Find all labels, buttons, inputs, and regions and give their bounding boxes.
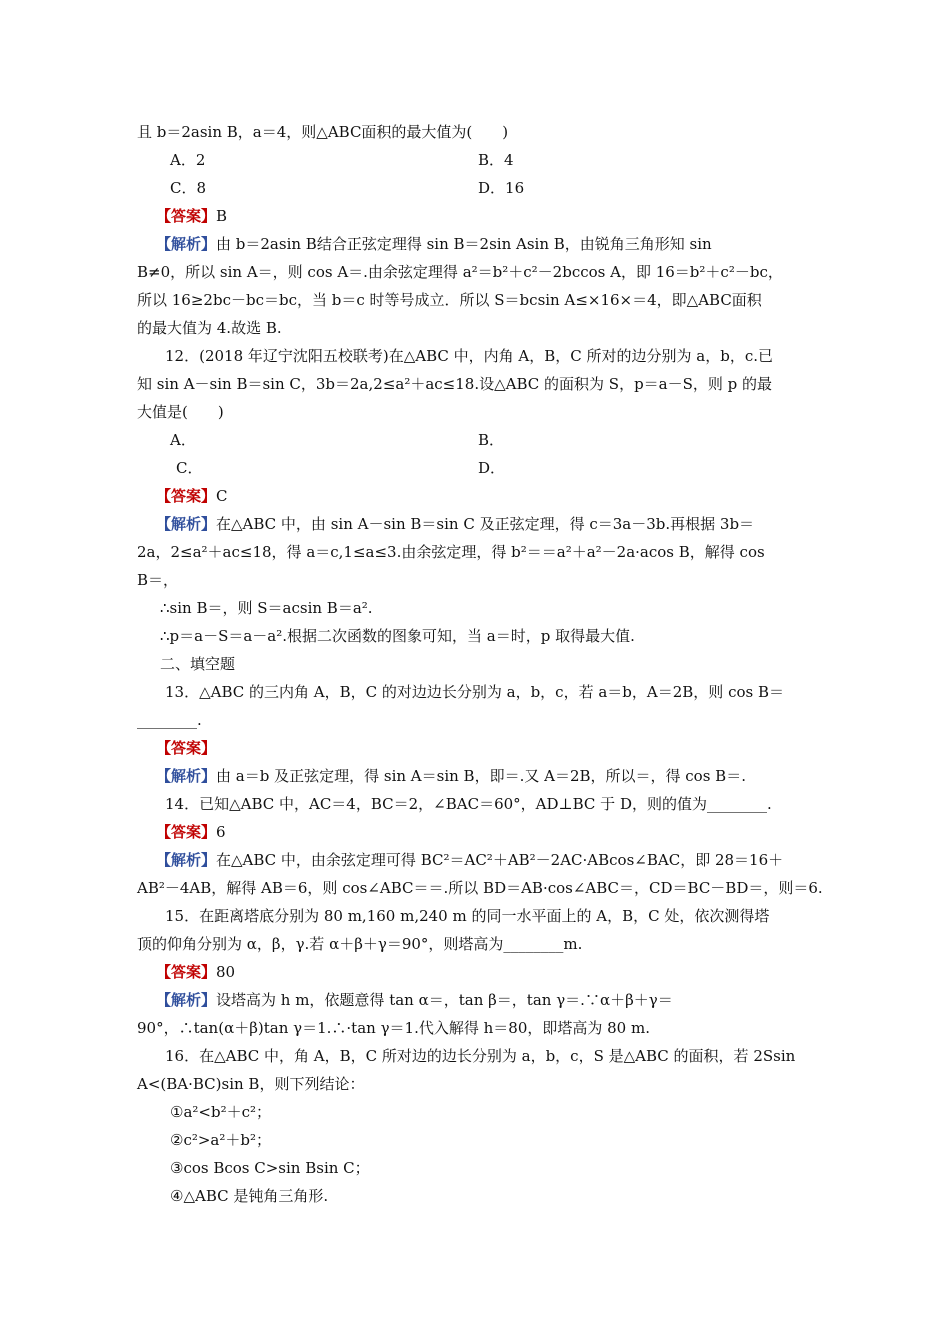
text-line: 的最大值为 4.故选 B.	[137, 319, 282, 337]
option-c: C．	[176, 459, 203, 477]
text-line: ________.	[137, 711, 202, 729]
answer-text: 6	[216, 823, 226, 841]
section-heading: 二、填空题	[160, 655, 236, 673]
text-line: ∴sin B＝，则 S＝acsin B＝a².	[160, 599, 373, 617]
option-b: B．	[478, 431, 505, 449]
question-13: 13．△ABC 的三内角 A，B，C 的对边边长分别为 a，b，c，若 a＝b，A＝2B，则 cos B＝	[165, 683, 784, 701]
text-line: ∴p＝a－S＝a－a².根据二次函数的图象可知，当 a＝时，p 取得最大值.	[160, 627, 635, 645]
question-15: 15．在距离塔底分别为 80 m,160 m,240 m 的同一水平面上的 A，B，C 处，依次测得塔	[165, 907, 770, 925]
text-line: AB²－4AB，解得 AB＝6，则 cos∠ABC＝＝.所以 BD＝AB·cos∠ABC＝，CD＝BC－BD＝，则＝6.	[137, 879, 823, 897]
text-line: 90°，∴tan(α＋β)tan γ＝1.∴·tan γ＝1.代入解得 h＝80，即塔高为 80 m.	[137, 1019, 650, 1037]
answer-line	[156, 486, 228, 506]
answer-line	[156, 206, 227, 226]
analysis-line	[156, 766, 746, 786]
conclusion-2: ②c²>a²＋b²；	[170, 1131, 272, 1149]
analysis-text: 在△ABC 中，由余弦定理可得 BC²＝AC²＋AB²－2AC·ABcos∠BAC，即 28＝16＋	[216, 851, 784, 869]
answer-text: B	[216, 207, 228, 225]
analysis-text: 在△ABC 中，由 sin A－sin B＝sin C 及正弦定理，得 c＝3a－3b.再根据 3b＝	[216, 515, 755, 533]
analysis-tag: 【解析】	[156, 767, 217, 785]
option-c: C．8	[170, 179, 207, 197]
answer-line	[156, 738, 216, 758]
answer-tag: 【答案】	[156, 823, 217, 841]
analysis-tag: 【解析】	[156, 851, 217, 869]
option-a: A．	[170, 431, 196, 449]
text-line: A<(BA·BC)sin B，则下列结论：	[137, 1075, 365, 1093]
analysis-line	[156, 514, 754, 534]
analysis-tag: 【解析】	[156, 991, 217, 1009]
analysis-tag: 【解析】	[156, 515, 217, 533]
option-b: B．4	[478, 151, 514, 169]
text-line: 2a，2≤a²＋ac≤18，得 a＝c,1≤a≤3.由余弦定理，得 b²＝＝a²＋a²－2a·acos B，解得 cos	[137, 543, 765, 561]
conclusion-3: ③cos Bcos C>sin Bsin C；	[170, 1159, 370, 1177]
text-line: 且 b＝2asin B，a＝4，则△ABC面积的最大值为( )	[137, 123, 509, 141]
conclusion-4: ④△ABC 是钝角三角形.	[170, 1187, 329, 1205]
question-14: 14．已知△ABC 中，AC＝4，BC＝2，∠BAC＝60°，AD⊥BC 于 D，则的值为________.	[165, 795, 772, 813]
option-d: D．	[478, 459, 506, 477]
text-line: 大值是( )	[137, 403, 224, 421]
answer-tag: 【答案】	[156, 963, 217, 981]
answer-text: C	[216, 487, 228, 505]
text-line: 所以 16≥2bc－bc＝bc，当 b＝c 时等号成立．所以 S＝bcsin A≤×16×＝4，即△ABC面积	[137, 291, 762, 309]
analysis-text: 设塔高为 h m，依题意得 tan α＝，tan β＝，tan γ＝.∵α＋β＋γ＝	[216, 991, 673, 1009]
answer-line	[156, 962, 235, 982]
analysis-tag: 【解析】	[156, 235, 217, 253]
question-16: 16．在△ABC 中，角 A，B，C 所对边的边长分别为 a，b，c，S 是△ABC 的面积，若 2Ssin	[165, 1047, 796, 1065]
answer-tag: 【答案】	[156, 487, 217, 505]
analysis-line	[156, 850, 783, 870]
analysis-line	[156, 990, 673, 1010]
conclusion-1: ①a²<b²＋c²；	[170, 1103, 272, 1121]
text-line: B≠0，所以 sin A＝，则 cos A＝.由余弦定理得 a²＝b²＋c²－2bccos A，即 16＝b²＋c²－bc，	[137, 263, 783, 281]
option-a: A．2	[170, 151, 206, 169]
analysis-text: 由 b＝2asin B结合正弦定理得 sin B＝2sin Asin B，由锐角三角形知 sin	[216, 235, 712, 253]
text-line: 知 sin A－sin B＝sin C，3b＝2a,2≤a²＋ac≤18.设△ABC 的面积为 S，p＝a－S，则 p 的最	[137, 375, 773, 393]
question-12: 12．(2018 年辽宁沈阳五校联考)在△ABC 中，内角 A，B，C 所对的边分别为 a，b，c.已	[165, 347, 774, 365]
text-line: 顶的仰角分别为 α，β，γ.若 α＋β＋γ＝90°，则塔高为________m.	[137, 935, 583, 953]
analysis-line	[156, 234, 712, 254]
answer-tag: 【答案】	[156, 207, 217, 225]
option-d: D．16	[478, 179, 525, 197]
analysis-text: 由 a＝b 及正弦定理，得 sin A＝sin B，即＝.又 A＝2B，所以＝，得 cos B＝.	[216, 767, 746, 785]
answer-line	[156, 822, 226, 842]
answer-tag: 【答案】	[156, 739, 217, 757]
answer-text: 80	[216, 963, 236, 981]
text-line: B＝，	[137, 571, 179, 589]
